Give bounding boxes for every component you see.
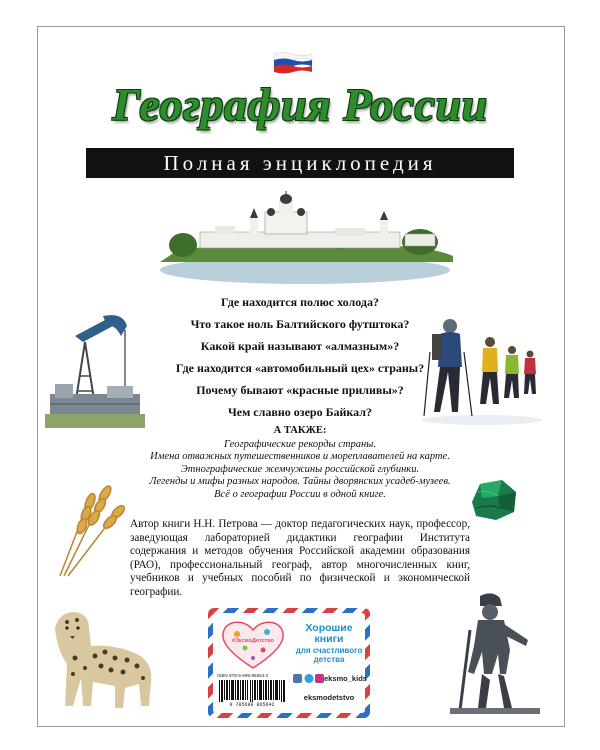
monastery-illustration [155,190,455,285]
russian-flag-icon [272,50,314,76]
also-line: Имена отважных путешественников и мореплавателей на карте. [150,451,450,462]
promo-subtitle: для счастливого детства [295,646,363,664]
also-line: Всё о географии России в одной книге. [214,488,386,500]
vk-icon [293,674,302,683]
malachite-stone-illustration [468,478,520,522]
promo-title: Хорошие книги [305,622,353,645]
question-item: Где находится полюс холода? [221,295,379,309]
also-line: Этнографические жемчужины российской глубинки. [180,463,420,475]
statue-illustration [440,590,550,715]
instagram-icon [315,674,324,683]
author-bio: Автор книги Н.Н. Петрова — доктор педагогических наук, профессор, заведующая лабораторией дидактики географии Института содержания и методов обучения Российской академии образования (РАО), профессиональный географ, автор многочисленных книг, учебников и учебных пособий по физической и экономической географии. [130,518,470,598]
promo-card-inner [213,613,365,713]
heart-tagline: #ЭксмоДетство [231,638,275,644]
also-line: Легенды и мифы разных народов. Тайны дворянских усадеб-музеев. [149,476,451,487]
question-item: Где находится «автомобильный цех» страны? [175,361,425,375]
telegram-icon [305,674,314,683]
promo-card [208,608,370,718]
question-item: Чем славно озеро Байкал? [228,405,372,419]
isbn-text: ISBN 978-5-699-86564-2 [217,673,269,678]
book-subtitle: Полная энциклопедия [86,148,514,178]
heart-icon [217,618,289,670]
question-item: Почему бывают «красные приливы»? [196,383,404,397]
hikers-illustration [420,312,545,427]
oil-pump-illustration [45,296,145,436]
questions-list [150,296,450,428]
book-title: География России [112,79,488,130]
also-line: Географические рекорды страны. [224,438,376,450]
question-item: Что такое ноль Балтийского футштока? [190,317,410,331]
social-handle: eksmo_kids [324,674,367,683]
promo-website: eksmodetstvo [303,693,355,702]
question-item: Какой край называют «алмазным»? [200,339,400,353]
barcode-icon [217,680,287,702]
leopard-illustration [45,598,160,713]
wheat-illustration [50,478,130,578]
also-section [140,425,460,501]
barcode-number: 9 785699 865642 [229,702,275,708]
also-heading: А ТАКЖЕ: [273,425,327,436]
